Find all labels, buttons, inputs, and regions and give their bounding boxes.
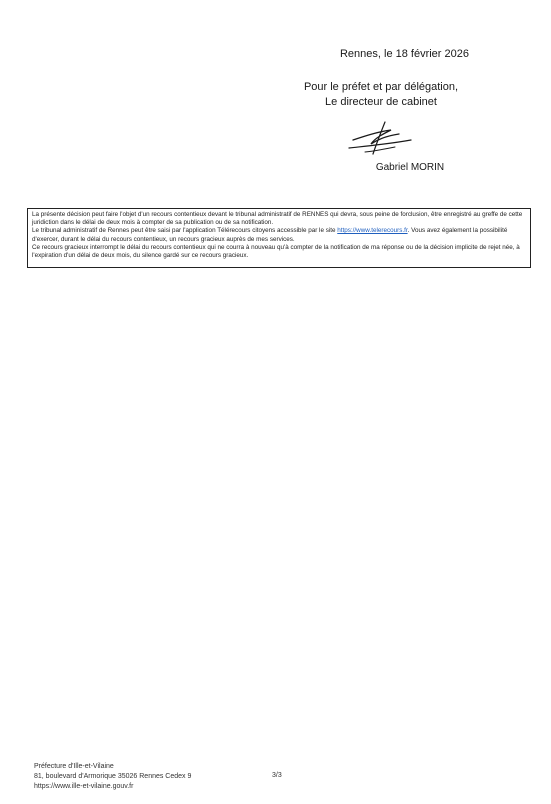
notice-paragraph-telerecours <box>32 227 526 243</box>
delegation-block <box>271 80 491 110</box>
footer-website: https://www.ille-et-vilaine.gouv.fr <box>34 783 134 790</box>
footer-prefecture: Préfecture d'Ille-et-Vilaine <box>34 763 114 770</box>
notice-text-before-link: Le tribunal administratif de Rennes peut être saisi par l'application Télérecours citoyens accessible par le site <box>32 227 338 235</box>
page-number: 3/3 <box>272 772 282 779</box>
telerecours-link[interactable]: https://www.telerecours.fr <box>337 227 408 235</box>
signer-title: Le directeur de cabinet <box>325 96 437 108</box>
delegation-line: Pour le préfet et par délégation, <box>303 81 459 93</box>
footer-address <box>34 762 191 792</box>
signer-name: Gabriel MORIN <box>375 162 445 173</box>
handwritten-signature <box>345 118 415 158</box>
notice-paragraph-gracious: Ce recours gracieux interrompt le délai du recours contentieux qui ne courra à nouveau qu'à compter de la notification de ma réponse ou de la décision implicite de rejet née, à l'expiration d'un délai de deux mois, du silence gardé sur ce recours gracieux. <box>32 243 520 260</box>
notice-paragraph-contentious: La présente décision peut faire l'objet d'un recours contentieux devant le tribunal administratif de RENNES qui devra, sous peine de forclusion, être enregistré au greffe de cette juridiction dans le délai de deux mois à compter de sa publication ou de sa notification. <box>32 211 523 227</box>
footer-street: 81, boulevard d'Armorique 35026 Rennes Cedex 9 <box>34 773 192 780</box>
appeal-notice-box <box>27 208 531 268</box>
date-line: Rennes, le 18 février 2026 <box>339 48 469 60</box>
notice-text-after-link: . Vous avez également la possibilité d'exercer, durant le délai du recours contentieux, un recours gracieux auprès de mes services. <box>32 227 508 243</box>
